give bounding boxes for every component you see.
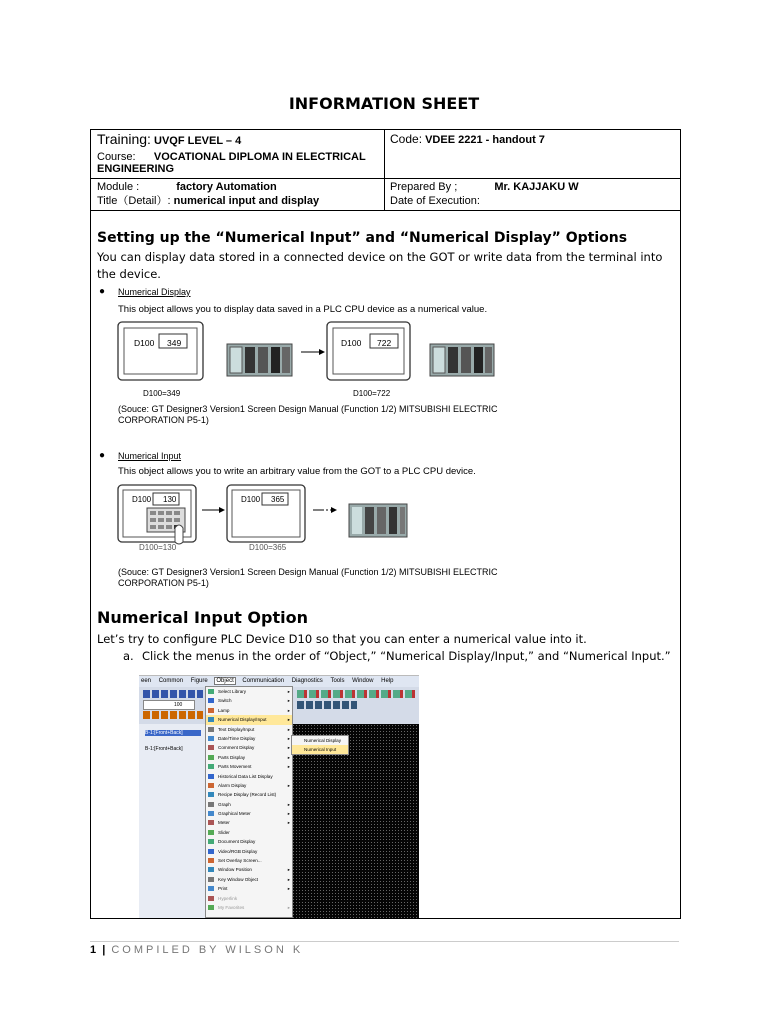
section1-heading: Setting up the “Numerical Input” and “Numerical Display” Options xyxy=(97,230,628,246)
prepared-label: Prepared By ; xyxy=(390,181,458,193)
object-menu-item[interactable]: Set Overlay Screen... xyxy=(206,856,292,865)
menu-item-icon xyxy=(208,774,214,779)
object-menu-item[interactable]: Select Library ▸ xyxy=(206,687,292,696)
toolbar-icons[interactable] xyxy=(297,701,357,709)
fig1-left-device: D100 xyxy=(134,338,155,348)
menu-item-icon xyxy=(208,745,214,750)
training-value: UVQF LEVEL – 4 xyxy=(154,135,242,147)
submenu-arrow-icon: ▸ xyxy=(287,867,290,873)
course-value: VOCATIONAL DIPLOMA IN ELECTRICAL ENGINEERING xyxy=(97,151,366,175)
submenu-arrow-icon: ▸ xyxy=(287,811,290,817)
fig2-left-device: D100 xyxy=(132,495,152,504)
menu-item-icon xyxy=(208,717,214,722)
submenu-arrow-icon: ▸ xyxy=(287,886,290,892)
object-menu-item[interactable]: Print ▸ xyxy=(206,884,292,893)
page-number: 1 xyxy=(90,944,97,956)
date-row xyxy=(390,195,480,207)
menu-item-icon xyxy=(208,708,214,713)
plc-icon xyxy=(227,344,292,376)
object-menu-list xyxy=(206,687,292,912)
menu-item-icon xyxy=(208,802,214,807)
bullet2-desc: This object allows you to write an arbitrary value from the GOT to a PLC CPU device. xyxy=(118,466,476,477)
fig2-right-value: 365 xyxy=(271,495,285,504)
fig1-right-device: D100 xyxy=(341,338,362,348)
object-menu-item[interactable]: Alarm Display ▸ xyxy=(206,781,292,790)
fig1-left-caption: D100=349 xyxy=(143,389,181,398)
fig2-right-device: D100 xyxy=(241,495,261,504)
title-row xyxy=(97,195,319,207)
menu-item-icon xyxy=(208,764,214,769)
bullet-dot: ● xyxy=(99,286,106,297)
submenu-arrow-icon: ▸ xyxy=(287,782,290,788)
menu-item[interactable]: Help xyxy=(381,678,394,684)
menu-item-icon xyxy=(208,877,214,882)
bullet2-title: Numerical Input xyxy=(118,451,182,461)
toolbar-icons[interactable] xyxy=(143,690,203,698)
object-menu-item[interactable]: Date/Time Display ▸ xyxy=(206,734,292,743)
menu-item-icon xyxy=(208,783,214,788)
submenu-arrow-icon: ▸ xyxy=(287,717,290,723)
footer-text: COMPILED BY WILSON K xyxy=(111,944,304,956)
module-row xyxy=(97,181,277,193)
fig2-left-value: 130 xyxy=(163,495,177,504)
object-menu-item[interactable]: Lamp ▸ xyxy=(206,706,292,715)
menu-item[interactable]: een xyxy=(141,678,152,684)
hand-pointer-icon xyxy=(175,525,183,544)
object-menu-item[interactable]: Document Display xyxy=(206,837,292,846)
zoom-field[interactable] xyxy=(143,700,195,710)
numerical-submenu xyxy=(291,735,349,755)
tree-item[interactable]: B-1:[Front+Back] xyxy=(145,746,183,752)
menu-item-icon xyxy=(208,830,214,835)
title-label: Title（Detail）: xyxy=(97,195,171,207)
menu-item-icon xyxy=(208,811,214,816)
course-row xyxy=(97,151,377,175)
menu-item[interactable]: Communication xyxy=(242,678,285,684)
menu-item-icon xyxy=(208,820,214,825)
course-label: Course: xyxy=(97,151,136,163)
submenu-arrow-icon: ▸ xyxy=(287,754,290,760)
submenu-arrow-icon: ▸ xyxy=(287,735,290,741)
footer xyxy=(90,944,303,956)
object-menu-item[interactable]: Hyperlink xyxy=(206,894,292,903)
fig1-left-value: 349 xyxy=(167,338,182,348)
submenu-arrow-icon: ▸ xyxy=(287,698,290,704)
menu-item-icon xyxy=(208,858,214,863)
numerical-display-figure xyxy=(117,320,497,400)
menu-item-icon xyxy=(208,689,214,694)
prepared-value: Mr. KAJJAKU W xyxy=(494,181,579,193)
title-value: numerical input and display xyxy=(173,195,320,207)
toolbar-icons[interactable] xyxy=(297,690,417,698)
object-menu-item[interactable]: Window Position ▸ xyxy=(206,865,292,874)
menu-item-icon xyxy=(208,886,214,891)
plc-icon xyxy=(349,504,407,537)
object-menu-item[interactable]: Text Display/Input ▸ xyxy=(206,725,292,734)
section2-heading: Numerical Input Option xyxy=(97,608,308,627)
object-menu-item[interactable]: Switch ▸ xyxy=(206,696,292,705)
object-menu-item[interactable]: Comment Display ▸ xyxy=(206,743,292,752)
menu-item[interactable]: Tools xyxy=(330,678,345,684)
object-menu-item[interactable]: Slider xyxy=(206,828,292,837)
step-a-marker: a. xyxy=(123,649,134,663)
menu-item-icon xyxy=(208,867,214,872)
menu-item-icon xyxy=(208,727,214,732)
menu-item[interactable]: Window xyxy=(352,678,374,684)
submenu-arrow-icon: ▸ xyxy=(287,801,290,807)
step-a-text: Click the menus in the order of “Object,” “Numerical Display/Input,” and “Numerical Input.” xyxy=(142,649,671,663)
menu-item-icon xyxy=(208,839,214,844)
page-title: INFORMATION SHEET xyxy=(288,94,480,113)
submenu-arrow-icon: ▸ xyxy=(287,904,290,910)
object-menu-item[interactable]: My Favorites ▸ xyxy=(206,903,292,912)
submenu-item-numerical-display[interactable]: Numerical Display xyxy=(304,738,342,743)
code-label: Code: xyxy=(390,132,423,146)
menu-item[interactable]: Figure xyxy=(190,678,208,684)
content-frame xyxy=(90,129,681,919)
tree-item[interactable]: B-1:[Front+Back] xyxy=(145,730,201,736)
date-label: Date of Execution: xyxy=(390,195,480,207)
menu-item-icon xyxy=(208,849,214,854)
menu-item-object[interactable]: Object xyxy=(216,678,234,684)
section1-intro: You can display data stored in a connected device on the GOT or write data from the terminal into the device. xyxy=(97,250,663,281)
footer-separator: | xyxy=(102,944,106,956)
numerical-input-figure xyxy=(117,482,497,552)
menu-item-icon xyxy=(208,755,214,760)
menu-item[interactable]: Common xyxy=(158,678,184,684)
object-menu-item[interactable]: Meter ▸ xyxy=(206,818,292,827)
fig1-right-caption: D100=722 xyxy=(353,389,391,398)
header-table xyxy=(91,130,680,211)
source1: (Souce: GT Designer3 Version1 Screen Design Manual (Function 1/2) MITSUBISHI ELECTRIC CORPORATION P5-1) xyxy=(118,404,498,425)
bullet-dot: ● xyxy=(99,450,106,461)
code-row xyxy=(390,133,545,146)
bullet1-title: Numerical Display xyxy=(118,287,191,297)
header-column-divider xyxy=(384,130,385,210)
submenu-arrow-icon: ▸ xyxy=(287,745,290,751)
submenu-arrow-icon: ▸ xyxy=(287,820,290,826)
training-label: Training: xyxy=(97,131,151,147)
submenu-arrow-icon: ▸ xyxy=(287,707,290,713)
object-menu-item[interactable]: Parts Movement ▸ xyxy=(206,762,292,771)
menu-item-icon xyxy=(208,736,214,741)
object-menu-item[interactable]: Graphical Meter ▸ xyxy=(206,809,292,818)
submenu-arrow-icon: ▸ xyxy=(287,876,290,882)
object-menu-item[interactable]: Historical Data List Display xyxy=(206,772,292,781)
module-value: factory Automation xyxy=(176,181,277,193)
menu-item[interactable]: Diagnostics xyxy=(291,678,323,684)
menu-item-icon xyxy=(208,792,214,797)
fig2-right-caption: D100=365 xyxy=(249,543,287,552)
submenu-arrow-icon: ▸ xyxy=(287,726,290,732)
source2: (Souce: GT Designer3 Version1 Screen Design Manual (Function 1/2) MITSUBISHI ELECTRIC CORPORATION P5-1) xyxy=(118,567,498,588)
submenu-item-numerical-input[interactable]: Numerical Input xyxy=(292,745,348,754)
object-menu-item[interactable]: Key Window Object ▸ xyxy=(206,875,292,884)
menu-item-icon xyxy=(208,905,214,910)
fig2-left-caption: D100=130 xyxy=(139,543,177,552)
module-label: Module : xyxy=(97,181,140,193)
submenu-arrow-icon: ▸ xyxy=(287,764,290,770)
footer-divider xyxy=(90,941,679,942)
menu-item-icon xyxy=(208,698,214,703)
header-divider xyxy=(91,178,680,179)
object-menu-item[interactable]: Parts Display ▸ xyxy=(206,753,292,762)
fig1-right-value: 722 xyxy=(377,338,392,348)
object-menu xyxy=(205,686,293,918)
bullet1-desc: This object allows you to display data saved in a PLC CPU device as a numerical value. xyxy=(118,304,488,315)
submenu-arrow-icon: ▸ xyxy=(287,689,290,694)
toolbar-icons[interactable] xyxy=(143,711,203,719)
training-row xyxy=(97,133,241,147)
menu-item-icon xyxy=(208,896,214,901)
zoom-value: 100 xyxy=(174,702,183,708)
project-tree xyxy=(139,724,205,918)
object-menu-item[interactable]: Numerical Display/Input ▸ xyxy=(206,715,292,724)
code-value: VDEE 2221 - handout 7 xyxy=(425,134,545,146)
object-menu-item[interactable]: Recipe Display (Record List) xyxy=(206,790,292,799)
prepared-row xyxy=(390,181,579,193)
software-screenshot xyxy=(139,675,419,918)
section2-intro: Let’s try to configure PLC Device D10 so that you can enter a numerical value into it. xyxy=(97,632,587,646)
object-menu-item[interactable]: Graph ▸ xyxy=(206,800,292,809)
plc-icon xyxy=(430,344,494,376)
object-menu-item[interactable]: Video/RGB Display xyxy=(206,847,292,856)
